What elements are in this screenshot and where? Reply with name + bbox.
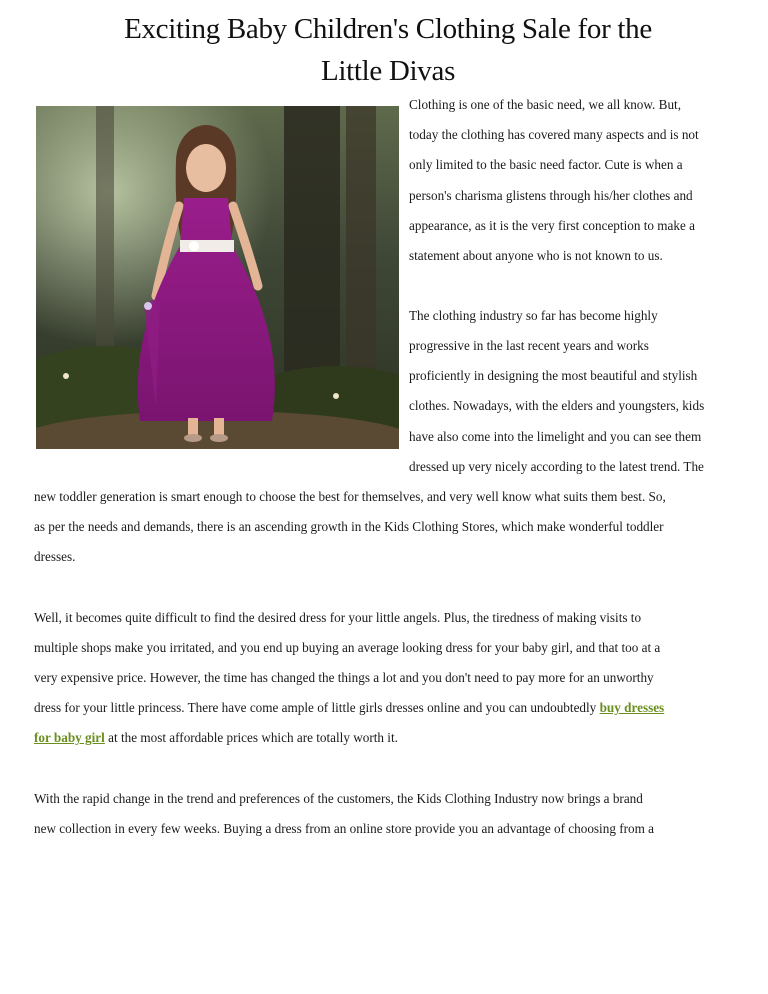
page-title <box>60 8 716 92</box>
title-line-1: Exciting Baby Children's Clothing Sale for the <box>124 13 652 45</box>
paragraph-2-line: as per the needs and demands, there is an ascending growth in the Kids Clothing Stores, which make wonderful toddler <box>34 519 664 534</box>
paragraph-2-line: proficiently in designing the most beautiful and stylish <box>409 368 698 383</box>
paragraph-3-line: very expensive price. However, the time has changed the things a lot and you don't need to pay more for an unworthy <box>34 670 654 685</box>
title-line-2: Little Divas <box>320 55 456 87</box>
paragraph-3-line: Well, it becomes quite difficult to find the desired dress for your little angels. Plus, the tiredness of making visits to <box>34 610 642 625</box>
paragraph-2-line: dresses. <box>34 549 76 564</box>
paragraph-1-line: Clothing is one of the basic need, we all know. But, <box>409 97 682 112</box>
paragraph-3-line <box>34 700 664 716</box>
paragraph-2-line: progressive in the last recent years and works <box>409 338 649 353</box>
paragraph-1-line: statement about anyone who is not known to us. <box>409 248 663 263</box>
paragraph-2-line: have also come into the limelight and you can see them <box>409 429 702 444</box>
paragraph-2-line: new toddler generation is smart enough to choose the best for themselves, and very well know what suits them best. So, <box>34 489 666 504</box>
paragraph-4-line: new collection in every few weeks. Buying a dress from an online store provide you an advantage of choosing from a <box>34 821 654 836</box>
photo-illustration <box>36 106 399 449</box>
paragraph-2-line: dressed up very nicely according to the latest trend. The <box>409 459 704 474</box>
paragraph-4-line: With the rapid change in the trend and preferences of the customers, the Kids Clothing Industry now brings a brand <box>34 791 643 806</box>
paragraph-1-line: today the clothing has covered many aspects and is not <box>409 127 699 142</box>
paragraph-3-line: multiple shops make you irritated, and you end up buying an average looking dress for your baby girl, and that too at a <box>34 640 661 655</box>
paragraph-3-text: dress for your little princess. There have come ample of little girls dresses online and you can undoubtedly <box>34 700 600 715</box>
paragraph-1-line: appearance, as it is the very first conception to make a <box>409 218 695 233</box>
girl-dress-photo <box>36 106 399 449</box>
paragraph-3-text: at the most affordable prices which are totally worth it. <box>104 730 398 745</box>
paragraph-3-line <box>34 730 398 746</box>
paragraph-1-line: person's charisma glistens through his/her clothes and <box>409 188 693 203</box>
paragraph-2-line: clothes. Nowadays, with the elders and youngsters, kids <box>409 398 705 413</box>
paragraph-1-line: only limited to the basic need factor. Cute is when a <box>409 157 683 172</box>
buy-dresses-link[interactable]: buy dresses <box>599 700 665 715</box>
paragraph-2-line: The clothing industry so far has become highly <box>409 308 658 323</box>
buy-dresses-link-continued[interactable]: for baby girl <box>34 730 105 745</box>
